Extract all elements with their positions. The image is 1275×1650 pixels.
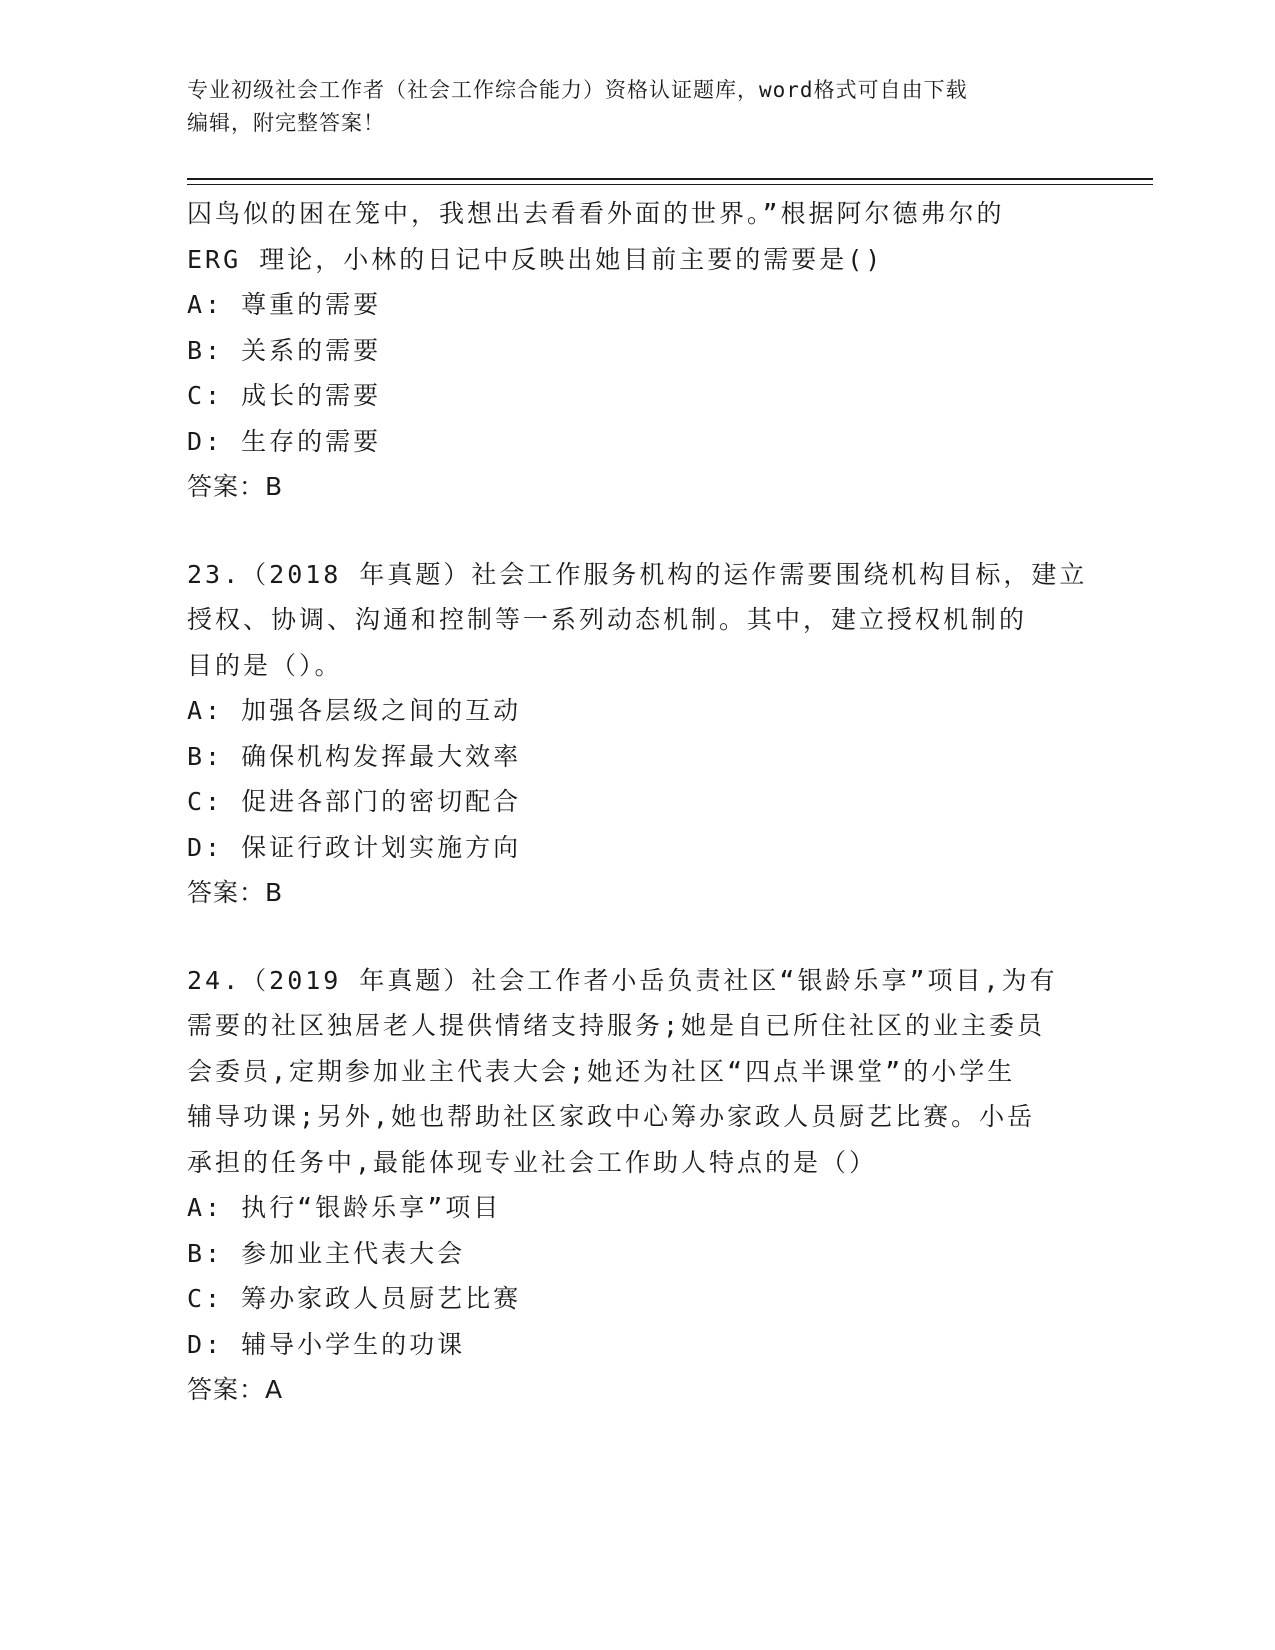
question-24 <box>187 958 1087 1413</box>
question-22 <box>187 191 1087 510</box>
question-list <box>187 191 1087 1413</box>
header-line-1: 专业初级社会工作者（社会工作综合能力）资格认证题库，word格式可自由下载 <box>187 78 968 102</box>
option-a: A: 加强各层级之间的互动 <box>187 696 522 725</box>
option-a: A: 执行“银龄乐享”项目 <box>187 1193 502 1222</box>
option-c: C: 筹办家政人员厨艺比赛 <box>187 1284 522 1313</box>
question-text-line: 授权、协调、沟通和控制等一系列动态机制。其中，建立授权机制的 <box>187 605 1028 634</box>
answer-line: 答案：A <box>187 1375 284 1404</box>
option-c: C: 成长的需要 <box>187 381 382 410</box>
question-text-line: 辅导功课;另外,她也帮助社区家政中心筹办家政人员厨艺比赛。小岳 <box>187 1102 1036 1131</box>
option-b: B: 确保机构发挥最大效率 <box>187 741 522 771</box>
question-text-line: 囚鸟似的困在笼中，我想出去看看外面的世界。”根据阿尔德弗尔的 <box>187 199 1005 228</box>
option-d: D: 生存的需要 <box>187 426 382 456</box>
header-divider-thick <box>187 178 1153 180</box>
option-c: C: 促进各部门的密切配合 <box>187 787 522 816</box>
option-a: A: 尊重的需要 <box>187 290 382 319</box>
question-text-line: 承担的任务中,最能体现专业社会工作助人特点的是（） <box>187 1147 878 1177</box>
option-d: D: 保证行政计划实施方向 <box>187 832 522 862</box>
question-spacer <box>187 916 1087 958</box>
question-spacer <box>187 510 1087 552</box>
question-text-line: 24.（2019 年真题）社会工作者小岳负责社区“银龄乐享”项目,为有 <box>187 965 1058 995</box>
option-b: B: 关系的需要 <box>187 335 382 365</box>
question-text-line: ERG 理论，小林的日记中反映出她目前主要的需要是() <box>187 244 884 274</box>
question-text-line: 会委员,定期参加业主代表大会;她还为社区“四点半课堂”的小学生 <box>187 1056 1016 1086</box>
question-text-line: 23.（2018 年真题）社会工作服务机构的运作需要围绕机构目标，建立 <box>187 559 1088 589</box>
answer-line: 答案：B <box>187 878 284 907</box>
header-divider-thin <box>187 184 1153 185</box>
question-text-line: 需要的社区独居老人提供情绪支持服务;她是自已所住社区的业主委员 <box>187 1011 1046 1040</box>
answer-line: 答案：B <box>187 472 284 501</box>
question-text-line: 目的是（）。 <box>187 650 343 680</box>
option-d: D: 辅导小学生的功课 <box>187 1329 466 1359</box>
option-b: B: 参加业主代表大会 <box>187 1238 466 1268</box>
header-line-2: 编辑，附完整答案！ <box>187 111 385 135</box>
document-header <box>187 74 1087 140</box>
question-23 <box>187 552 1087 916</box>
